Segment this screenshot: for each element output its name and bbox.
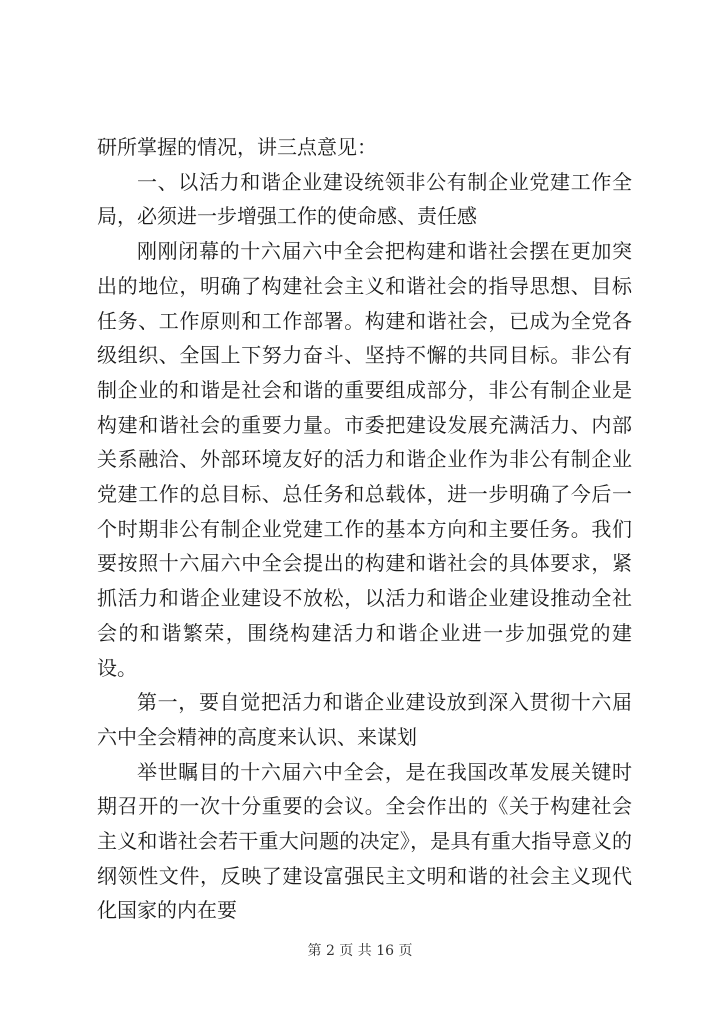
subsection-heading-first: 第一，要自觉把活力和谐企业建设放到深入贯彻十六届六中全会精神的高度来认识、来谋划 bbox=[97, 690, 632, 749]
page-number-footer: 第 2 页 共 16 页 bbox=[307, 943, 413, 959]
section-heading-one: 一、以活力和谐企业建设统领非公有制企业党建工作全局，必须进一步增强工作的使命感、责任感 bbox=[97, 169, 632, 229]
paragraph-continuation: 研所掌握的情况，讲三点意见： bbox=[97, 135, 377, 159]
document-body bbox=[97, 130, 632, 928]
body-paragraph: 刚刚闭幕的十六届六中全会把构建和谐社会摆在更加突出的地位，明确了构建社会主义和谐社会的指导思想、目标任务、工作原则和工作部署。构建和谐社会，已成为全党各级组织、全国上下努力奋斗、坚持不懈的共同目标。非公有制企业的和谐是社会和谐的重要组成部分，非公有制企业是构建和谐社会的重要力量。市委把建设发展充满活力、内部关系融洽、外部环境友好的活力和谐企业作为非公有制企业党建工作的总目标、总任务和总载体，进一步明确了今后一个时期非公有制企业党建工作的基本方向和主要任务。我们要按照十六届六中全会提出的构建和谐社会的具体要求，紧抓活力和谐企业建设不放松，以活力和谐企业建设推动全社会的和谐繁荣，围绕构建活力和谐企业进一步加强党的建设。 bbox=[97, 239, 632, 680]
body-paragraph: 举世瞩目的十六届六中全会，是在我国改革发展关键时期召开的一次十分重要的会议。全会作出的《关于构建社会主义和谐社会若干重大问题的决定》，是具有重大指导意义的纲领性文件，反映了建设富强民主文明和谐的社会主义现代化国家的内在要 bbox=[97, 759, 632, 923]
